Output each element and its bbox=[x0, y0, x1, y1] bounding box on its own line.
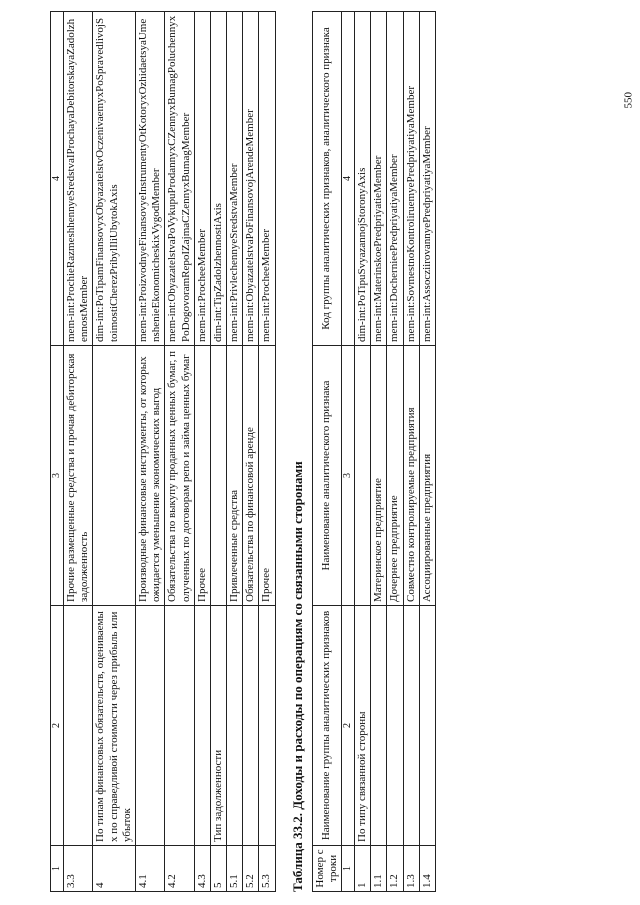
row-number-cell: 4.3 bbox=[194, 846, 210, 892]
table-row bbox=[371, 12, 387, 892]
feature-name-cell: Прочее bbox=[194, 346, 210, 606]
code-cell: mem-int:PrivlechennyeSredstvaMember bbox=[227, 12, 243, 346]
row-number-cell: 1.4 bbox=[419, 846, 435, 892]
feature-name-cell: Дочернее предприятие bbox=[387, 346, 403, 606]
group-name-cell: По типам финансовых обязательств, оцениваемых по справедливой стоимости через прибыль или убыток bbox=[93, 606, 136, 846]
column-number: 1 bbox=[51, 846, 64, 892]
feature-name-cell bbox=[93, 346, 136, 606]
code-cell: dim-int:PoTipuSvyazannojStoronyAxis bbox=[355, 12, 371, 346]
column-number: 4 bbox=[342, 12, 355, 346]
group-name-cell bbox=[371, 606, 387, 846]
group-name-cell bbox=[135, 606, 164, 846]
row-number-cell: 4.1 bbox=[135, 846, 164, 892]
feature-name-cell: Обязательства по выкупу проданных ценных бумаг, полученных по договорам репо и займа ценных бумаг bbox=[165, 346, 194, 606]
row-number-cell: 4.2 bbox=[165, 846, 194, 892]
code-cell: mem-int:ProcheeMember bbox=[259, 12, 275, 346]
row-number-cell: 3.3 bbox=[64, 846, 93, 892]
group-name-cell bbox=[64, 606, 93, 846]
feature-name-cell: Прочее bbox=[259, 346, 275, 606]
group-name-cell bbox=[403, 606, 419, 846]
table-row bbox=[135, 12, 164, 892]
column-number: 3 bbox=[51, 346, 64, 606]
row-number-cell: 5.1 bbox=[227, 846, 243, 892]
page-number: 550 bbox=[622, 92, 634, 109]
table-row bbox=[355, 12, 371, 892]
row-number-cell: 5.3 bbox=[259, 846, 275, 892]
column-number: 2 bbox=[342, 606, 355, 846]
table-row bbox=[227, 12, 243, 892]
code-cell: mem-int:ProchieRazmeshhennyeSredstvaIProchayaDebitorskayaZadolzhennostMember bbox=[64, 12, 93, 346]
row-number-cell: 4 bbox=[93, 846, 136, 892]
table-row bbox=[403, 12, 419, 892]
header-group-name: Наименование группы аналитических признаков bbox=[312, 606, 341, 846]
code-cell: mem-int:ObyazatelstvaPoVykupuProdannyxCZennyxBumagPoluchennyxPoDogovoramRepoIZajmaCZennyxBumagMember bbox=[165, 12, 194, 346]
table-row bbox=[419, 12, 435, 892]
feature-name-cell: Обязательства по финансовой аренде bbox=[243, 346, 259, 606]
column-number-row bbox=[342, 12, 355, 892]
group-name-cell bbox=[419, 606, 435, 846]
row-number-cell: 1 bbox=[355, 846, 371, 892]
column-number: 2 bbox=[51, 606, 64, 846]
table-33-1-continuation bbox=[50, 11, 276, 892]
feature-name-cell bbox=[355, 346, 371, 606]
rotated-content bbox=[38, 12, 598, 892]
feature-name-cell: Совместно контролируемые предприятия bbox=[403, 346, 419, 606]
header-row bbox=[312, 12, 341, 892]
group-name-cell bbox=[194, 606, 210, 846]
group-name-cell bbox=[227, 606, 243, 846]
table-row bbox=[194, 12, 210, 892]
column-number: 4 bbox=[51, 12, 64, 346]
group-name-cell: По типу связанной стороны bbox=[355, 606, 371, 846]
code-cell: mem-int:MaterinskoePredpriyatieMember bbox=[371, 12, 387, 346]
table-row bbox=[165, 12, 194, 892]
header-code: Код группы аналитических признаков, аналитического признака bbox=[312, 12, 341, 346]
table-row bbox=[243, 12, 259, 892]
table-row bbox=[259, 12, 275, 892]
feature-name-cell: Ассоциированные предприятия bbox=[419, 346, 435, 606]
group-name-cell bbox=[165, 606, 194, 846]
code-cell: mem-int:ProcheeMember bbox=[194, 12, 210, 346]
row-number-cell: 5.2 bbox=[243, 846, 259, 892]
group-name-cell bbox=[387, 606, 403, 846]
feature-name-cell bbox=[210, 346, 226, 606]
column-number: 1 bbox=[342, 846, 355, 892]
table-row bbox=[210, 12, 226, 892]
table-row bbox=[93, 12, 136, 892]
code-cell: mem-int:SovmestnoKontroliruemyePredpriyatiyaMember bbox=[403, 12, 419, 346]
feature-name-cell: Привлеченные средства bbox=[227, 346, 243, 606]
header-feature-name: Наименование аналитического признака bbox=[312, 346, 341, 606]
row-number-cell: 1.1 bbox=[371, 846, 387, 892]
table-33-2 bbox=[312, 11, 436, 892]
feature-name-cell: Материнское предприятие bbox=[371, 346, 387, 606]
column-number: 3 bbox=[342, 346, 355, 606]
feature-name-cell: Производные финансовые инструменты, от которых ожидается уменьшение экономических выгод bbox=[135, 346, 164, 606]
code-cell: dim-int:PoTipamFinansovyxObyazatelstvOczenivaemyxPoSpravedlivojStoimostiCherezPribylIliUbytokAxis bbox=[93, 12, 136, 346]
group-name-cell: Тип задолженности bbox=[210, 606, 226, 846]
code-cell: mem-int:ObyazatelstvaPoFinansovojArendeMember bbox=[243, 12, 259, 346]
table-33-2-title: Таблица 33.2. Доходы и расходы по операциям со связанными сторонами bbox=[289, 461, 305, 892]
row-number-cell: 1.3 bbox=[403, 846, 419, 892]
row-number-cell: 5 bbox=[210, 846, 226, 892]
table-row bbox=[64, 12, 93, 892]
code-cell: mem-int:AssocziirovannyePredpriyatiyaMember bbox=[419, 12, 435, 346]
code-cell: mem-int:ProizvodnyeFinansovyeInstrumentyOtKotoryxOzhidaetsyaUmenshenieEkonomicheskixVygodMember bbox=[135, 12, 164, 346]
group-name-cell bbox=[243, 606, 259, 846]
code-cell: mem-int:DochernieePredpriyatiyaMember bbox=[387, 12, 403, 346]
group-name-cell bbox=[259, 606, 275, 846]
table-row bbox=[387, 12, 403, 892]
code-cell: dim-int:TipZadolzhennostiAxis bbox=[210, 12, 226, 346]
feature-name-cell: Прочие размещенные средства и прочая дебиторская задолженность bbox=[64, 346, 93, 606]
column-number-row bbox=[51, 12, 64, 892]
row-number-cell: 1.2 bbox=[387, 846, 403, 892]
header-row-number: Номер строки bbox=[312, 846, 341, 892]
